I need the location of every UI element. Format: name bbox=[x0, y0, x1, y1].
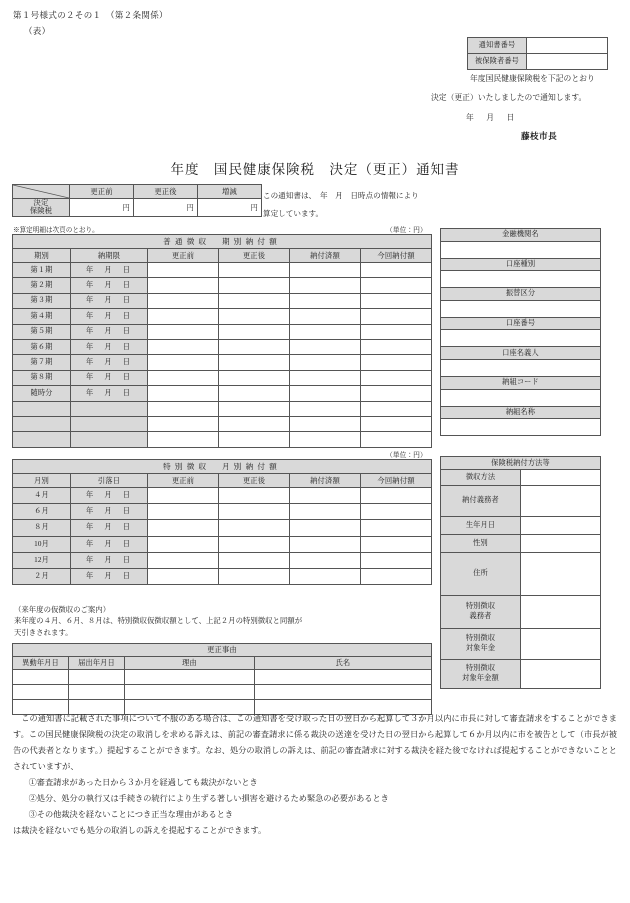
decision-value-diff[interactable]: 円 bbox=[198, 199, 262, 217]
payment-method-label bbox=[441, 535, 521, 553]
notice-number-label: 通知書番号 bbox=[468, 38, 527, 54]
diagonal-rule-icon bbox=[13, 185, 69, 198]
bank-field-label-row bbox=[441, 376, 601, 389]
payment-method-label-line1: 住所 bbox=[473, 569, 488, 578]
special-rows bbox=[13, 488, 432, 585]
payment-method-label bbox=[441, 660, 521, 689]
ordinary-col-current: 今回納付額 bbox=[361, 249, 432, 263]
reason-report-date[interactable] bbox=[69, 685, 125, 700]
bank-field-value-row bbox=[441, 359, 601, 376]
payment-method-label-line2: 対象年金額 bbox=[462, 674, 499, 682]
ordinary-amount-after[interactable] bbox=[219, 432, 290, 447]
special-amount-paid[interactable] bbox=[290, 552, 361, 568]
reason-header-row bbox=[13, 657, 432, 670]
unit-label-ordinary: （単位：円） bbox=[386, 227, 427, 234]
ordinary-due-date[interactable] bbox=[71, 416, 148, 431]
bank-field-value[interactable] bbox=[441, 241, 601, 258]
ordinary-amount-paid[interactable] bbox=[290, 370, 361, 385]
payment-method-row bbox=[441, 553, 601, 596]
payment-method-label bbox=[441, 470, 521, 486]
table-row bbox=[13, 520, 432, 536]
decision-value-before[interactable]: 円 bbox=[70, 199, 134, 217]
reason-col-change-date: 異動年月日 bbox=[13, 657, 69, 670]
payment-method-row bbox=[441, 660, 601, 689]
ordinary-collection-table bbox=[12, 234, 432, 448]
ordinary-amount-after[interactable] bbox=[219, 324, 290, 339]
ordinary-period: 第３期 bbox=[13, 293, 71, 308]
special-collection-table bbox=[12, 459, 432, 585]
table-row bbox=[13, 386, 432, 401]
bank-account-table bbox=[440, 228, 601, 436]
bank-field-value[interactable] bbox=[441, 271, 601, 288]
issuer-name: 藤枝市長 bbox=[521, 131, 558, 141]
issue-statement-line1: 年度国民健康保険税を下記のとおり bbox=[470, 74, 595, 83]
ordinary-amount-current[interactable] bbox=[361, 324, 432, 339]
special-month: ６月 bbox=[13, 504, 71, 520]
ordinary-col-paid: 納付済額 bbox=[290, 249, 361, 263]
ordinary-amount-paid[interactable] bbox=[290, 324, 361, 339]
ordinary-amount-before[interactable] bbox=[148, 355, 219, 370]
special-month: ２月 bbox=[13, 568, 71, 584]
ordinary-period: 第２期 bbox=[13, 278, 71, 293]
appeal-exception-item: ①審査請求があった日から３か月を経過しても裁決がないとき bbox=[28, 777, 258, 787]
issue-statement-line2: 決定（更正）いたしましたので通知します。 bbox=[431, 93, 587, 102]
reason-band-label: 更正事由 bbox=[13, 644, 432, 657]
ordinary-amount-after[interactable] bbox=[219, 401, 290, 416]
ordinary-period bbox=[13, 401, 71, 416]
special-header-row bbox=[13, 474, 432, 488]
notice-number-value[interactable] bbox=[527, 54, 608, 70]
special-amount-after[interactable] bbox=[219, 536, 290, 552]
bank-field-label: 金融機関名 bbox=[441, 229, 601, 242]
bank-field-label-row bbox=[441, 347, 601, 360]
special-amount-after[interactable] bbox=[219, 568, 290, 584]
ordinary-amount-after[interactable] bbox=[219, 355, 290, 370]
reason-change-date[interactable] bbox=[13, 685, 69, 700]
special-amount-current[interactable] bbox=[361, 536, 432, 552]
bank-field-value-row bbox=[441, 300, 601, 317]
ordinary-amount-current[interactable] bbox=[361, 355, 432, 370]
notice-number-table bbox=[467, 37, 608, 70]
reason-change-date[interactable] bbox=[13, 670, 69, 685]
decision-col-after: 更正後 bbox=[134, 185, 198, 199]
special-amount-before[interactable] bbox=[148, 488, 219, 504]
table-row bbox=[13, 263, 432, 278]
payment-method-value[interactable] bbox=[521, 517, 601, 535]
ordinary-amount-current[interactable] bbox=[361, 278, 432, 293]
ordinary-amount-before[interactable] bbox=[148, 293, 219, 308]
special-amount-current[interactable] bbox=[361, 552, 432, 568]
ordinary-amount-before[interactable] bbox=[148, 432, 219, 447]
ordinary-header-row bbox=[13, 249, 432, 263]
payment-method-band-row bbox=[441, 457, 601, 470]
appeal-exception-item: ③その他裁決を経ないことにつき正当な理由があるとき bbox=[28, 809, 234, 819]
reason-text[interactable] bbox=[125, 670, 255, 685]
reason-col-reason: 理由 bbox=[125, 657, 255, 670]
provisional-line1: 来年度の４月、６月、８月は、特別徴収仮徴収額として、上記２月の特別徴収と同額が bbox=[14, 616, 303, 626]
bank-field-label: 口座番号 bbox=[441, 317, 601, 330]
ordinary-amount-paid[interactable] bbox=[290, 293, 361, 308]
ordinary-period: 第１期 bbox=[13, 263, 71, 278]
table-row bbox=[13, 552, 432, 568]
special-draft-date[interactable]: 年 月 日 bbox=[71, 504, 148, 520]
table-row bbox=[13, 488, 432, 504]
special-amount-paid[interactable] bbox=[290, 488, 361, 504]
ordinary-col-period: 期別 bbox=[13, 249, 71, 263]
special-amount-before[interactable] bbox=[148, 504, 219, 520]
bank-field-label-row bbox=[441, 317, 601, 330]
table-row bbox=[13, 401, 432, 416]
table-row bbox=[13, 504, 432, 520]
ordinary-band-label: 普通徴収 期別納付額 bbox=[13, 235, 432, 249]
ordinary-amount-after[interactable] bbox=[219, 278, 290, 293]
payment-method-row bbox=[441, 629, 601, 660]
special-amount-after[interactable] bbox=[219, 488, 290, 504]
special-col-paid: 納付済額 bbox=[290, 474, 361, 488]
issue-date: 年 月 日 bbox=[466, 113, 517, 122]
reason-rows bbox=[13, 670, 432, 715]
ordinary-due-date[interactable]: 年 月 日 bbox=[71, 293, 148, 308]
table-row bbox=[13, 670, 432, 685]
ordinary-period: 第４期 bbox=[13, 309, 71, 324]
ordinary-amount-after[interactable] bbox=[219, 416, 290, 431]
page-title: 年度 国民健康保険税 決定（更正）通知書 bbox=[170, 162, 460, 177]
decision-row-label-line1: 決定 bbox=[33, 198, 49, 207]
notice-number-label: 被保険者番号 bbox=[468, 54, 527, 70]
bank-field-label-row bbox=[441, 288, 601, 301]
bank-field-label-row bbox=[441, 406, 601, 419]
ordinary-due-date[interactable] bbox=[71, 401, 148, 416]
ordinary-amount-paid[interactable] bbox=[290, 416, 361, 431]
ordinary-period: 第７期 bbox=[13, 355, 71, 370]
special-amount-paid[interactable] bbox=[290, 536, 361, 552]
ordinary-amount-before[interactable] bbox=[148, 416, 219, 431]
payment-method-value[interactable] bbox=[521, 470, 601, 486]
bank-field-value-row bbox=[441, 389, 601, 406]
special-month: ４月 bbox=[13, 488, 71, 504]
appeal-instructions bbox=[13, 711, 617, 839]
ordinary-amount-current[interactable] bbox=[361, 263, 432, 278]
bank-field-value[interactable] bbox=[441, 389, 601, 406]
bank-field-value-row bbox=[441, 271, 601, 288]
calculation-detail-note: ※算定明細は次頁のとおり。 bbox=[13, 227, 99, 234]
decision-value-after[interactable]: 円 bbox=[134, 199, 198, 217]
bank-field-value-row bbox=[441, 330, 601, 347]
special-amount-after[interactable] bbox=[219, 504, 290, 520]
ordinary-amount-before[interactable] bbox=[148, 263, 219, 278]
ordinary-due-date[interactable]: 年 月 日 bbox=[71, 309, 148, 324]
payment-method-label bbox=[441, 629, 521, 660]
bank-field-label: 納組名称 bbox=[441, 406, 601, 419]
bank-field-value-row bbox=[441, 241, 601, 258]
ordinary-amount-after[interactable] bbox=[219, 309, 290, 324]
payment-method-row bbox=[441, 470, 601, 486]
reason-name[interactable] bbox=[255, 685, 432, 700]
reason-col-report-date: 届出年月日 bbox=[69, 657, 125, 670]
decision-col-before: 更正前 bbox=[70, 185, 134, 199]
special-band-label: 特別徴収 月別納付額 bbox=[13, 460, 432, 474]
ordinary-amount-after[interactable] bbox=[219, 293, 290, 308]
ordinary-amount-paid[interactable] bbox=[290, 263, 361, 278]
bank-field-label: 口座名義人 bbox=[441, 347, 601, 360]
payment-method-label-line1: 特別徴収 bbox=[465, 602, 496, 611]
ordinary-amount-paid[interactable] bbox=[290, 432, 361, 447]
reason-col-name: 氏名 bbox=[255, 657, 432, 670]
special-draft-date[interactable]: 年 月 日 bbox=[71, 568, 148, 584]
ordinary-rows bbox=[13, 263, 432, 448]
special-amount-current[interactable] bbox=[361, 504, 432, 520]
special-amount-after[interactable] bbox=[219, 552, 290, 568]
payment-method-row bbox=[441, 486, 601, 517]
appeal-tail: は裁決を経ないでも処分の取消しの訴えを提起することができます。 bbox=[13, 825, 267, 835]
as-of-note-line1: この通知書は、 年 月 日時点の情報により bbox=[263, 191, 419, 200]
reason-text[interactable] bbox=[125, 685, 255, 700]
special-draft-date[interactable]: 年 月 日 bbox=[71, 536, 148, 552]
bank-field-value[interactable] bbox=[441, 419, 601, 436]
bank-field-value[interactable] bbox=[441, 330, 601, 347]
table-row bbox=[13, 339, 432, 354]
ordinary-due-date[interactable]: 年 月 日 bbox=[71, 355, 148, 370]
table-row bbox=[13, 416, 432, 431]
table-row bbox=[13, 293, 432, 308]
ordinary-period: 第６期 bbox=[13, 339, 71, 354]
decision-value-row bbox=[13, 199, 262, 217]
ordinary-period bbox=[13, 416, 71, 431]
special-amount-paid[interactable] bbox=[290, 568, 361, 584]
ordinary-period bbox=[13, 432, 71, 447]
decision-row-label bbox=[13, 199, 70, 217]
special-amount-before[interactable] bbox=[148, 552, 219, 568]
table-row bbox=[13, 432, 432, 447]
special-amount-current[interactable] bbox=[361, 488, 432, 504]
special-col-draft-date: 引落日 bbox=[71, 474, 148, 488]
payment-method-label-line1: 特別徴収 bbox=[465, 634, 496, 643]
table-row bbox=[13, 278, 432, 293]
special-col-before: 更正前 bbox=[148, 474, 219, 488]
special-draft-date[interactable]: 年 月 日 bbox=[71, 520, 148, 536]
ordinary-amount-before[interactable] bbox=[148, 339, 219, 354]
bank-field-label-row bbox=[441, 229, 601, 242]
bank-rows bbox=[441, 229, 601, 436]
ordinary-amount-before[interactable] bbox=[148, 386, 219, 401]
ordinary-amount-current[interactable] bbox=[361, 416, 432, 431]
payment-method-value[interactable] bbox=[521, 486, 601, 517]
ordinary-amount-paid[interactable] bbox=[290, 309, 361, 324]
bank-field-label: 口座種別 bbox=[441, 258, 601, 271]
ordinary-amount-paid[interactable] bbox=[290, 278, 361, 293]
ordinary-period: 随時分 bbox=[13, 386, 71, 401]
ordinary-col-before: 更正前 bbox=[148, 249, 219, 263]
special-amount-paid[interactable] bbox=[290, 504, 361, 520]
payment-method-label bbox=[441, 596, 521, 629]
ordinary-due-date[interactable]: 年 月 日 bbox=[71, 324, 148, 339]
decision-row-label-line2: 保険税 bbox=[29, 206, 53, 216]
payment-method-label-line1: 特別徴収 bbox=[465, 664, 496, 673]
ordinary-amount-after[interactable] bbox=[219, 263, 290, 278]
table-row bbox=[13, 309, 432, 324]
special-month: 10月 bbox=[13, 536, 71, 552]
payment-method-label bbox=[441, 517, 521, 535]
ordinary-due-date[interactable]: 年 月 日 bbox=[71, 386, 148, 401]
table-row bbox=[13, 568, 432, 584]
special-band-row bbox=[13, 460, 432, 474]
bank-field-label: 納組コード bbox=[441, 376, 601, 389]
ordinary-amount-after[interactable] bbox=[219, 339, 290, 354]
ordinary-amount-paid[interactable] bbox=[290, 355, 361, 370]
ordinary-due-date[interactable]: 年 月 日 bbox=[71, 339, 148, 354]
payment-method-value[interactable] bbox=[521, 553, 601, 596]
unit-label-special: （単位：円） bbox=[386, 452, 427, 459]
payment-method-rows bbox=[441, 470, 601, 689]
special-amount-after[interactable] bbox=[219, 520, 290, 536]
special-month: ８月 bbox=[13, 520, 71, 536]
form-number: 第１号様式の２その１ （第２条関係） bbox=[13, 10, 168, 20]
decision-col-diff: 増減 bbox=[198, 185, 262, 199]
table-row bbox=[13, 324, 432, 339]
provisional-line2: 天引きされます。 bbox=[14, 627, 73, 637]
ordinary-due-date[interactable] bbox=[71, 432, 148, 447]
ordinary-col-due: 納期限 bbox=[71, 249, 148, 263]
special-draft-date[interactable]: 年 月 日 bbox=[71, 488, 148, 504]
ordinary-due-date[interactable]: 年 月 日 bbox=[71, 370, 148, 385]
bank-field-label: 振替区分 bbox=[441, 288, 601, 301]
correction-reason-table bbox=[12, 643, 432, 715]
special-col-month: 月別 bbox=[13, 474, 71, 488]
table-row bbox=[13, 355, 432, 370]
table-row bbox=[13, 685, 432, 700]
bank-field-label-row bbox=[441, 258, 601, 271]
notice-number-row bbox=[468, 54, 608, 70]
ordinary-amount-before[interactable] bbox=[148, 309, 219, 324]
payment-method-label bbox=[441, 553, 521, 596]
payment-method-value[interactable] bbox=[521, 660, 601, 689]
special-month: 12月 bbox=[13, 552, 71, 568]
ordinary-amount-before[interactable] bbox=[148, 401, 219, 416]
special-amount-before[interactable] bbox=[148, 568, 219, 584]
special-amount-before[interactable] bbox=[148, 520, 219, 536]
appeal-exception-list bbox=[13, 775, 617, 823]
ordinary-amount-paid[interactable] bbox=[290, 339, 361, 354]
form-side-label: （表） bbox=[24, 26, 51, 36]
reason-band-row bbox=[13, 644, 432, 657]
bank-field-value[interactable] bbox=[441, 300, 601, 317]
payment-method-row bbox=[441, 535, 601, 553]
ordinary-col-after: 更正後 bbox=[219, 249, 290, 263]
decision-summary-table bbox=[12, 184, 262, 217]
appeal-paragraph: この通知書に記載された事項について不服のある場合は、この通知書を受け取った日の翌日から起算して３か月以内に市長に対して審査請求をすることができます。この国民健康保険税の決定の取消しを求める訴えは、前記の審査請求に係る裁決の送達を受けた日の翌日から起算して６か月以内に市を被告として（市長が被告の代表者となります。）提起することができます。なお、処分の取消しの訴えは、前記の審査請求に対する裁決を経た後でなければ提起することができないこととされていますが、 bbox=[13, 714, 617, 771]
ordinary-amount-before[interactable] bbox=[148, 278, 219, 293]
ordinary-band-row bbox=[13, 235, 432, 249]
ordinary-amount-current[interactable] bbox=[361, 432, 432, 447]
special-amount-current[interactable] bbox=[361, 520, 432, 536]
ordinary-amount-before[interactable] bbox=[148, 324, 219, 339]
appeal-exception-item: ②処分、処分の執行又は手続きの続行により生ずる著しい損害を避けるため緊急の必要があるとき bbox=[28, 793, 389, 803]
payment-method-value[interactable] bbox=[521, 596, 601, 629]
notice-number-body bbox=[468, 38, 608, 70]
ordinary-amount-after[interactable] bbox=[219, 386, 290, 401]
ordinary-amount-current[interactable] bbox=[361, 339, 432, 354]
special-col-after: 更正後 bbox=[219, 474, 290, 488]
payment-method-label-line2: 対象年金 bbox=[465, 644, 496, 652]
payment-method-label-line1: 生年月日 bbox=[465, 520, 496, 529]
notice-number-value[interactable] bbox=[527, 38, 608, 54]
payment-method-row bbox=[441, 517, 601, 535]
ordinary-amount-current[interactable] bbox=[361, 401, 432, 416]
as-of-note-line2: 算定しています。 bbox=[263, 209, 324, 218]
special-col-current: 今回納付額 bbox=[361, 474, 432, 488]
table-row bbox=[13, 370, 432, 385]
ordinary-due-date[interactable]: 年 月 日 bbox=[71, 263, 148, 278]
payment-method-label-line1: 徴収方法 bbox=[465, 472, 496, 481]
ordinary-amount-current[interactable] bbox=[361, 293, 432, 308]
ordinary-amount-after[interactable] bbox=[219, 370, 290, 385]
reason-report-date[interactable] bbox=[69, 670, 125, 685]
ordinary-amount-current[interactable] bbox=[361, 370, 432, 385]
payment-method-label bbox=[441, 486, 521, 517]
provisional-heading: （来年度の仮徴収のご案内） bbox=[14, 605, 111, 614]
payment-method-band-label: 保険税納付方法等 bbox=[441, 457, 601, 470]
ordinary-amount-before[interactable] bbox=[148, 370, 219, 385]
special-amount-before[interactable] bbox=[148, 536, 219, 552]
ordinary-amount-current[interactable] bbox=[361, 386, 432, 401]
payment-method-value[interactable] bbox=[521, 535, 601, 553]
ordinary-due-date[interactable]: 年 月 日 bbox=[71, 278, 148, 293]
decision-header-row bbox=[13, 185, 262, 199]
ordinary-amount-current[interactable] bbox=[361, 309, 432, 324]
special-amount-paid[interactable] bbox=[290, 520, 361, 536]
payment-method-table bbox=[440, 456, 601, 689]
special-draft-date[interactable]: 年 月 日 bbox=[71, 552, 148, 568]
bank-field-value[interactable] bbox=[441, 359, 601, 376]
payment-method-label-line1: 性別 bbox=[473, 538, 488, 547]
payment-method-label-line2: 義務者 bbox=[469, 612, 492, 620]
ordinary-period: 第５期 bbox=[13, 324, 71, 339]
ordinary-amount-paid[interactable] bbox=[290, 386, 361, 401]
special-amount-current[interactable] bbox=[361, 568, 432, 584]
ordinary-amount-paid[interactable] bbox=[290, 401, 361, 416]
decision-corner-cell bbox=[13, 185, 70, 199]
payment-method-row bbox=[441, 596, 601, 629]
payment-method-label-line1: 納付義務者 bbox=[462, 496, 499, 505]
table-row bbox=[13, 536, 432, 552]
payment-method-value[interactable] bbox=[521, 629, 601, 660]
bank-field-value-row bbox=[441, 419, 601, 436]
reason-name[interactable] bbox=[255, 670, 432, 685]
notice-number-row bbox=[468, 38, 608, 54]
ordinary-period: 第８期 bbox=[13, 370, 71, 385]
provisional-notice bbox=[14, 604, 434, 638]
